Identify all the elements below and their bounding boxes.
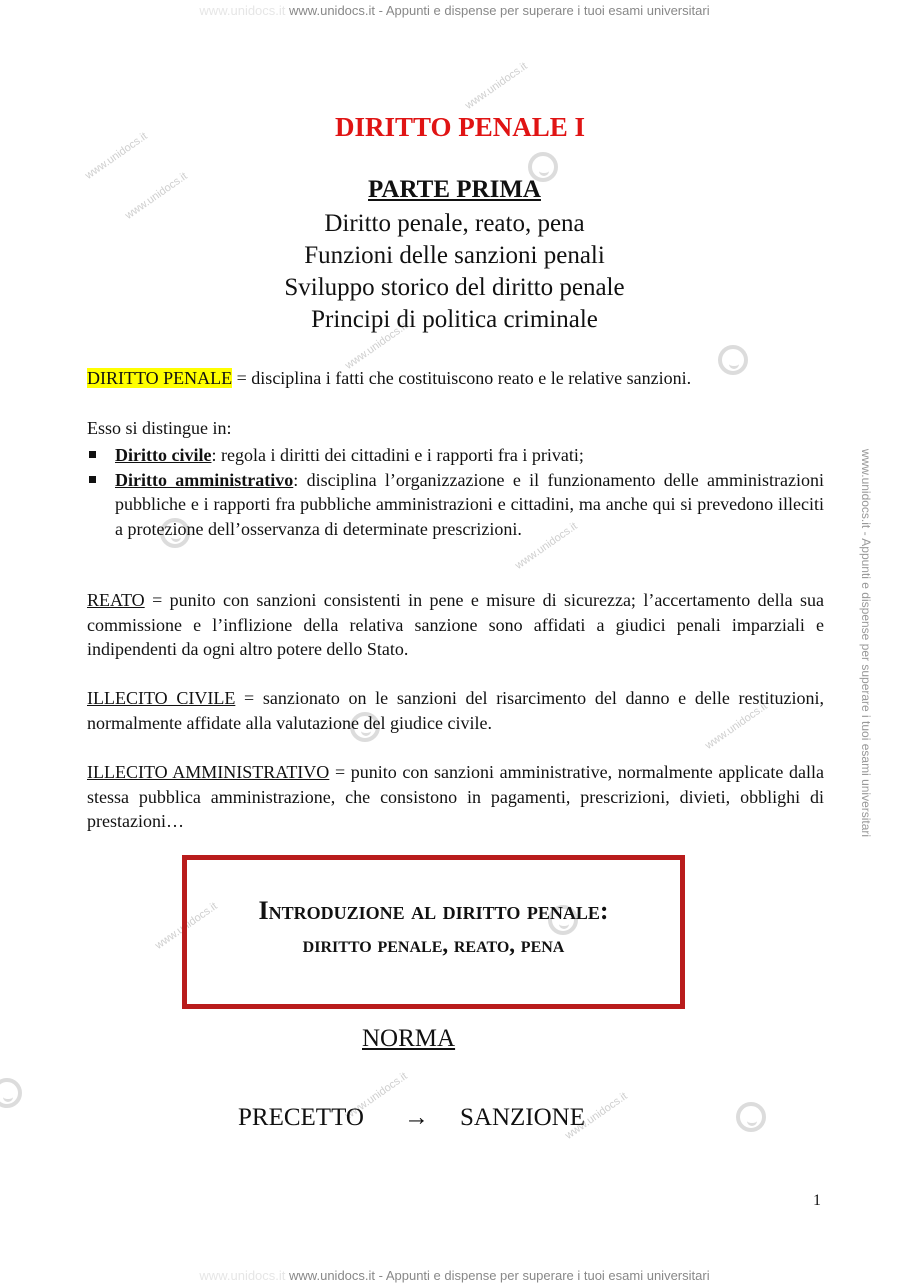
part-heading: PARTE PRIMA — [368, 176, 541, 203]
illecito-amministrativo-term: ILLECITO AMMINISTRATIVO — [87, 762, 330, 782]
distinguish-intro: Esso si distingue in: — [87, 418, 232, 438]
watermark-diagonal: www.unidocs.it — [563, 1090, 630, 1142]
illecito-amministrativo-text: = punito con sanzioni amministrative, normalmente applicate dalla stessa pubblica amministrazione, che consistono in pagamenti, prescrizioni, divieti, obblighi di prestazioni… — [87, 762, 825, 831]
illecito-civile-term: ILLECITO CIVILE — [87, 688, 236, 708]
illecito-civile-paragraph — [87, 686, 824, 735]
subtitle: Funzioni delle sanzioni penali — [304, 242, 605, 269]
watermark-diagonal: www.unidocs.it — [703, 700, 770, 752]
watermark-bottom — [0, 1268, 909, 1283]
watermark-diagonal: www.unidocs.it — [513, 520, 580, 572]
watermark-diagonal: www.unidocs.it — [463, 60, 530, 112]
section-heading-line2: diritto penale, reato, pena — [302, 932, 565, 957]
watermark-top-text: www.unidocs.it - Appunti e dispense per superare i tuoi esami universitari — [289, 3, 710, 18]
watermark-logo-icon — [0, 1078, 22, 1108]
subtitle: Diritto penale, reato, pena — [324, 210, 585, 237]
norma-heading: NORMA — [362, 1025, 456, 1052]
distinction-list — [87, 443, 824, 541]
watermark-diagonal: www.unidocs.it — [153, 900, 220, 952]
sanzione-label: SANZIONE — [460, 1104, 585, 1131]
watermark-diagonal: www.unidocs.it — [83, 130, 150, 182]
watermark-ghost: www.unidocs.it — [199, 1268, 286, 1283]
subtitle: Principi di politica criminale — [311, 306, 598, 333]
watermark-diagonal: www.unidocs.it — [123, 170, 190, 222]
list-item — [87, 468, 824, 542]
watermark-diagonal: www.unidocs.it — [343, 1070, 410, 1122]
watermark-top — [0, 3, 909, 18]
illecito-amministrativo-paragraph — [87, 760, 824, 834]
illecito-civile-text: = sanzionato on le sanzioni del risarcimento del danno e delle restituzioni, normalmente affidate alla valutazione del giudice civile. — [87, 688, 824, 733]
watermark-diagonal: www.unidocs.it — [343, 320, 410, 372]
section-heading-box — [182, 855, 685, 1009]
reato-paragraph — [87, 588, 824, 662]
bullet-square-icon — [89, 451, 96, 458]
watermark-ghost: www.unidocs.it — [199, 3, 286, 18]
definition-text: = disciplina i fatti che costituiscono reato e le relative sanzioni. — [232, 368, 692, 388]
bullet-square-icon — [89, 476, 96, 483]
definition-term: DIRITTO PENALE — [87, 368, 233, 388]
bullet-text: : disciplina l’organizzazione e il funzionamento delle amministrazioni pubbliche e i rapporti fra pubbliche amministrazioni e cittadini, ma anche qui si prevedono illeciti a protezione dell’osservanza di determinate prescrizioni. — [115, 469, 824, 539]
subtitle: Sviluppo storico del diritto penale — [284, 274, 625, 301]
subtitle-list — [0, 208, 909, 336]
reato-text: = punito con sanzioni consistenti in pene e misure di sicurezza; l’accertamento della sua commissione e l’inflizione della relativa sanzione sono affidati a giudici penali imparziali e indipendenti da ogni altro potere dello Stato. — [87, 590, 824, 659]
arrow-right-icon: → — [404, 1104, 429, 1131]
reato-term: REATO — [87, 590, 145, 610]
list-item — [87, 443, 824, 468]
page-title: DIRITTO PENALE I — [334, 112, 586, 142]
watermark-right: www.unidocs.it - Appunti e dispense per superare i tuoi esami universitari — [859, 448, 874, 838]
watermark-logo-icon — [736, 1102, 766, 1132]
bullet-text: : regola i diritti dei cittadini e i rapporti fra i privati; — [211, 445, 584, 465]
bullet-term: Diritto civile — [115, 445, 212, 465]
definition-paragraph — [87, 366, 824, 391]
section-heading-line1: Introduzione al diritto penale: — [258, 896, 609, 925]
precetto-label: PRECETTO — [238, 1104, 364, 1131]
watermark-bottom-text: www.unidocs.it - Appunti e dispense per superare i tuoi esami universitari — [289, 1268, 710, 1283]
bullet-term: Diritto amministrativo — [115, 469, 294, 490]
page-number: 1 — [813, 1192, 821, 1209]
